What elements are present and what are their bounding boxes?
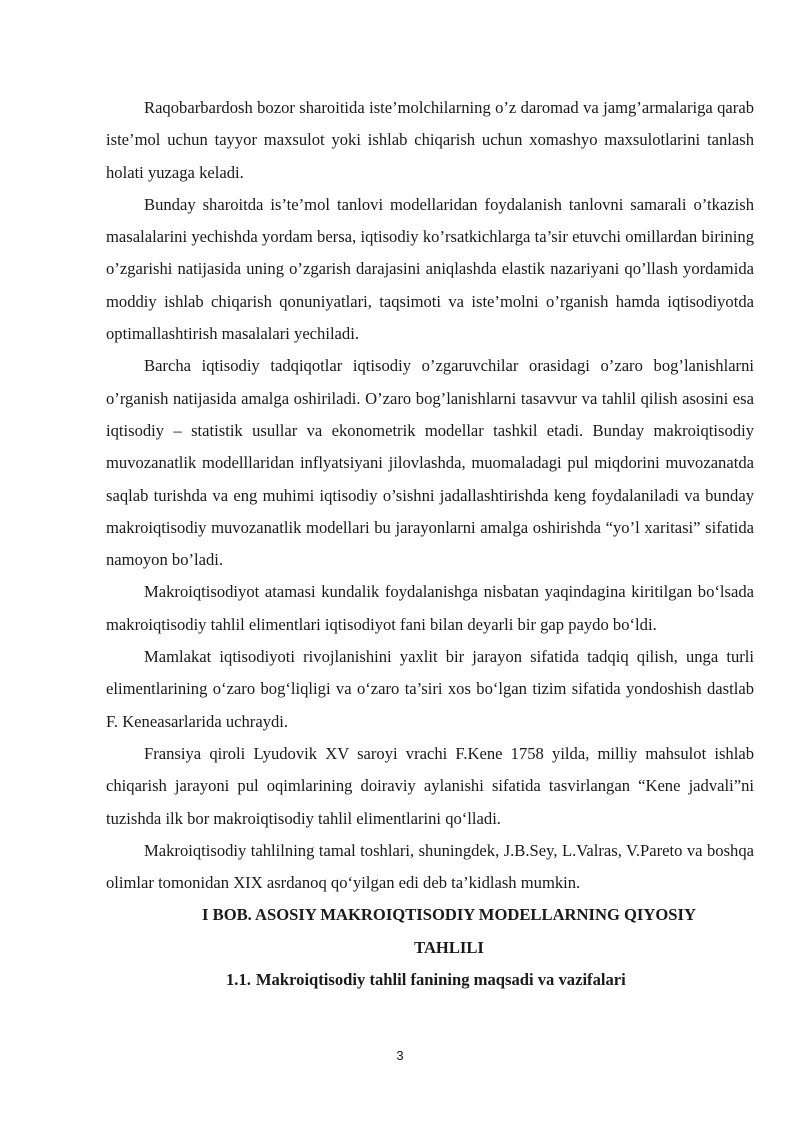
paragraph: Mamlakat iqtisodiyoti rivojlanishini yaxlit bir jarayon sifatida tadqiq qilish, unga turli elimentlarining o‘zaro bog‘liqligi va o‘zaro ta’siri xos bo‘lgan tizim sifatida yondoshish dastlab F. Keneasarlarida uchraydi.	[106, 647, 754, 731]
chapter-heading-line-2: TAHLILI	[414, 937, 484, 957]
paragraph: Fransiya qiroli Lyudovik XV saroyi vrachi F.Kene 1758 yilda, milliy mahsulot ishlab chiqarish jarayoni pul oqimlarining doiraviy aylanishi sifatida tasvirlangan “Kene jadvali”ni tuzishda ilk bor makroiqtisodiy tahlil elimentlarini qo‘lladi.	[106, 743, 754, 828]
paragraph: Makroiqtisodiyot atamasi kundalik foydalanishga nisbatan yaqindagina kiritilgan bo‘lsada makroiqtisodiy tahlil elimentlari iqtisodiyot fani bilan deyarli bir gap paydo bo‘ldi.	[106, 582, 754, 634]
chapter-heading	[106, 899, 754, 964]
page-number: 3	[396, 1048, 404, 1063]
chapter-heading-line-1: I BOB. ASOSIY MAKROIQTISODIY MODELLARNING QIYOSIY	[202, 905, 696, 925]
paragraph: Barcha iqtisodiy tadqiqotlar iqtisodiy o’zgaruvchilar orasidagi o’zaro bog’lanishlarni o’rganish natijasida amalga oshiriladi. O’zaro bog’lanishlarni tasavvur va tahlil qilish asosini esa iqtisodiy – statistik usullar va ekonometrik modellar tashkil etadi. Bunday makroiqtisodiy muvozanatlik modelllaridan inflyatsiyani jilovlashda, muomaladagi pul miqdorini muvozanatda saqlab turishda va eng muhimi iqtisodiy o’sishni jadallashtirishda keng foydalaniladi va bunday makroiqtisodiy muvozanatlik modellari bu jarayonlarni amalga oshirishda “yo’l xaritasi” sifatida namoyon bo’ladi.	[106, 356, 754, 570]
document-page	[106, 92, 754, 996]
section-title: Makroiqtisodiy tahlil fanining maqsadi va vazifalari	[255, 970, 626, 990]
paragraph: Bunday sharoitda is’te’mol tanlovi modellaridan foydalanish tanlovni samarali o’tkazish masalalarini yechishda yordam bersa, iqtisodiy ko’rsatkichlarga ta’sir etuvchi omillardan birining o’zgarishi natijasida uning o’zgarish darajasini aniqlashda elastik nazariyani qo’llash yordamida moddiy ishlab chiqarish qonuniyatlari, taqsimoti va iste’molni o’rganish hamda iqtisodiyotda optimallashtirish masalalari yechiladi.	[106, 194, 754, 344]
section-heading	[106, 964, 754, 996]
paragraph: Makroiqtisodiy tahlilning tamal toshlari, shuningdek, J.B.Sey, L.Valras, V.Pareto va boshqa olimlar tomonidan XIX asrdanoq qo‘yilgan edi deb ta’kidlash mumkin.	[106, 840, 754, 893]
paragraph: Raqobarbardosh bozor sharoitida iste’molchilarning o’z daromad va jamg’armalariga qarab iste’mol uchun tayyor maxsulot yoki ishlab chiqarish uchun xomashyo maxsulotlarini tanlash holati yuzaga keladi.	[106, 98, 754, 182]
section-number: 1.1.	[226, 970, 251, 990]
